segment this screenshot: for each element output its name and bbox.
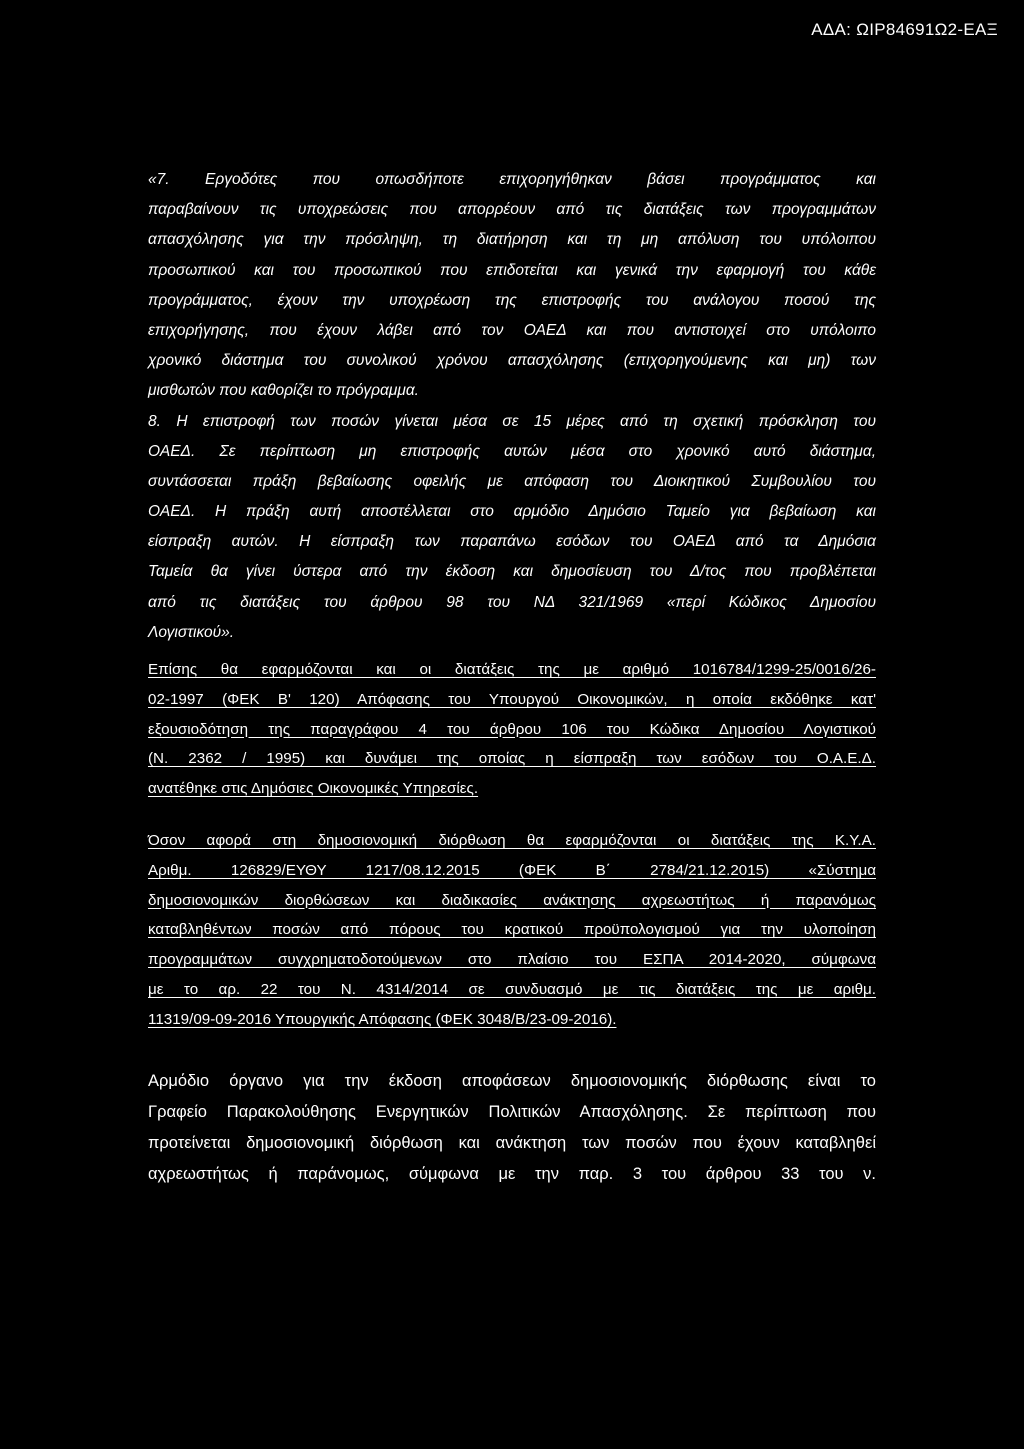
- text-line: απασχόλησης για την πρόσληψη, τη διατήρηση και τη μη απόλυση του υπόλοιπου: [148, 231, 876, 249]
- text-line: Λογιστικού».: [148, 623, 235, 641]
- text-line: συντάσσεται πράξη βεβαίωσης οφειλής με απόφαση του Διοικητικού Συμβουλίου του: [148, 472, 876, 490]
- text-line: προγραμμάτων συγχρηματοδοτούμενων στο πλαίσιο του ΕΣΠΑ 2014-2020, σύμφωνα: [148, 951, 876, 969]
- text-line: με το αρ. 22 του Ν. 4314/2014 σε συνδυασμό με τις διατάξεις της με αριθμ.: [148, 980, 876, 998]
- competent-body-paragraph: [148, 1066, 876, 1190]
- fiscal-correction-paragraph: [148, 826, 876, 1035]
- text-line: «7. Εργοδότες που οπωσδήποτε επιχορηγήθηκαν βάσει προγράμματος και: [148, 171, 876, 188]
- text-line: 02-1997 (ΦΕΚ Β' 120) Απόφασης του Υπουργού Οικονομικών, η οποία εκδόθηκε κατ': [148, 690, 876, 708]
- text-line: παραβαίνουν τις υποχρεώσεις που απορρέουν από τις διατάξεις των προγραμμάτων: [148, 201, 876, 219]
- text-line: είσπραξη αυτών. Η είσπραξη των παραπάνω εσόδων του ΟΑΕΔ από τα Δημόσια: [148, 533, 876, 551]
- text-line: προγράμματος, έχουν την υποχρέωση της επιστροφής του ανάλογου ποσού της: [148, 291, 876, 309]
- text-line: ΟΑΕΔ. Σε περίπτωση μη επιστροφής αυτών μέσα στο χρονικό αυτό διάστημα,: [148, 442, 876, 460]
- text-line: Επίσης θα εφαρμόζονται και οι διατάξεις της με αριθμό 1016784/1299-25/0016/26-: [148, 661, 876, 678]
- text-line: καταβληθέντων ποσών από πόρους του κρατικού προϋπολογισμού για την υλοποίηση: [148, 921, 876, 939]
- text-line: χρονικό διάστημα του συνολικού χρόνου απασχόλησης (επιχορηγούμενης και μη) των: [148, 352, 876, 370]
- text-line: προσωπικού και του προσωπικού που επιδοτείται και γενικά την εφαρμογή του κάθε: [148, 261, 876, 279]
- text-line: 11319/09-09-2016 Υπουργικής Απόφασης (ΦΕΚ 3048/Β/23-09-2016).: [148, 1010, 617, 1028]
- text-line: προτείνεται δημοσιονομική διόρθωση και ανάκτηση των ποσών που έχουν καταβληθεί: [148, 1134, 876, 1152]
- text-line: Αριθμ. 126829/ΕΥΘΥ 1217/08.12.2015 (ΦΕΚ Β΄ 2784/21.12.2015) «Σύστημα: [148, 861, 876, 879]
- text-line: δημοσιονομικών διορθώσεων και διαδικασίες ανάκτησης αχρεωστήτως ή παρανόμως: [148, 891, 876, 909]
- text-line: ΟΑΕΔ. Η πράξη αυτή αποστέλλεται στο αρμόδιο Δημόσιο Ταμείο για βεβαίωση και: [148, 503, 876, 521]
- text-line: 8. Η επιστροφή των ποσών γίνεται μέσα σε 15 μέρες από τη σχετική πρόσκληση του: [148, 412, 876, 430]
- text-line: επιχορήγησης, που έχουν λάβει από τον ΟΑΕΔ και που αντιστοιχεί στο υπόλοιπο: [148, 321, 876, 339]
- text-line: Ταμεία θα γίνει ύστερα από την έκδοση και δημοσίευση του Δ/τος που προβλέπεται: [148, 563, 876, 581]
- text-line: ανατέθηκε στις Δημόσιες Οικονομικές Υπηρεσίες.: [148, 780, 479, 798]
- text-line: μισθωτών που καθορίζει το πρόγραμμα.: [148, 382, 419, 400]
- text-line: Γραφείο Παρακολούθησης Ενεργητικών Πολιτικών Απασχόλησης. Σε περίπτωση που: [148, 1103, 876, 1121]
- text-line: Όσον αφορά στη δημοσιονομική διόρθωση θα εφαρμόζονται οι διατάξεις της Κ.Υ.Α.: [148, 832, 876, 849]
- text-line: Αρμόδιο όργανο για την έκδοση αποφάσεων δημοσιονομικής διόρθωσης είναι το: [148, 1072, 876, 1090]
- articles-7-8-paragraph: [148, 165, 876, 648]
- text-line: αχρεωστήτως ή παράνομως, σύμφωνα με την παρ. 3 του άρθρου 33 του ν.: [148, 1165, 876, 1183]
- text-line: (Ν. 2362 / 1995) και δυνάμει της οποίας η είσπραξη των εσόδων του Ο.Α.Ε.Δ.: [148, 750, 876, 768]
- text-line: εξουσιοδότηση της παραγράφου 4 του άρθρου 106 του Κώδικα Δημοσίου Λογιστικού: [148, 720, 876, 738]
- text-line: από τις διατάξεις του άρθρου 98 του ΝΔ 321/1969 «περί Κώδικος Δημοσίου: [148, 593, 876, 611]
- collection-provisions-paragraph: [148, 655, 876, 804]
- ada-identifier: ΑΔΑ: ΩΙΡ84691Ω2-ΕΑΞ: [811, 20, 998, 39]
